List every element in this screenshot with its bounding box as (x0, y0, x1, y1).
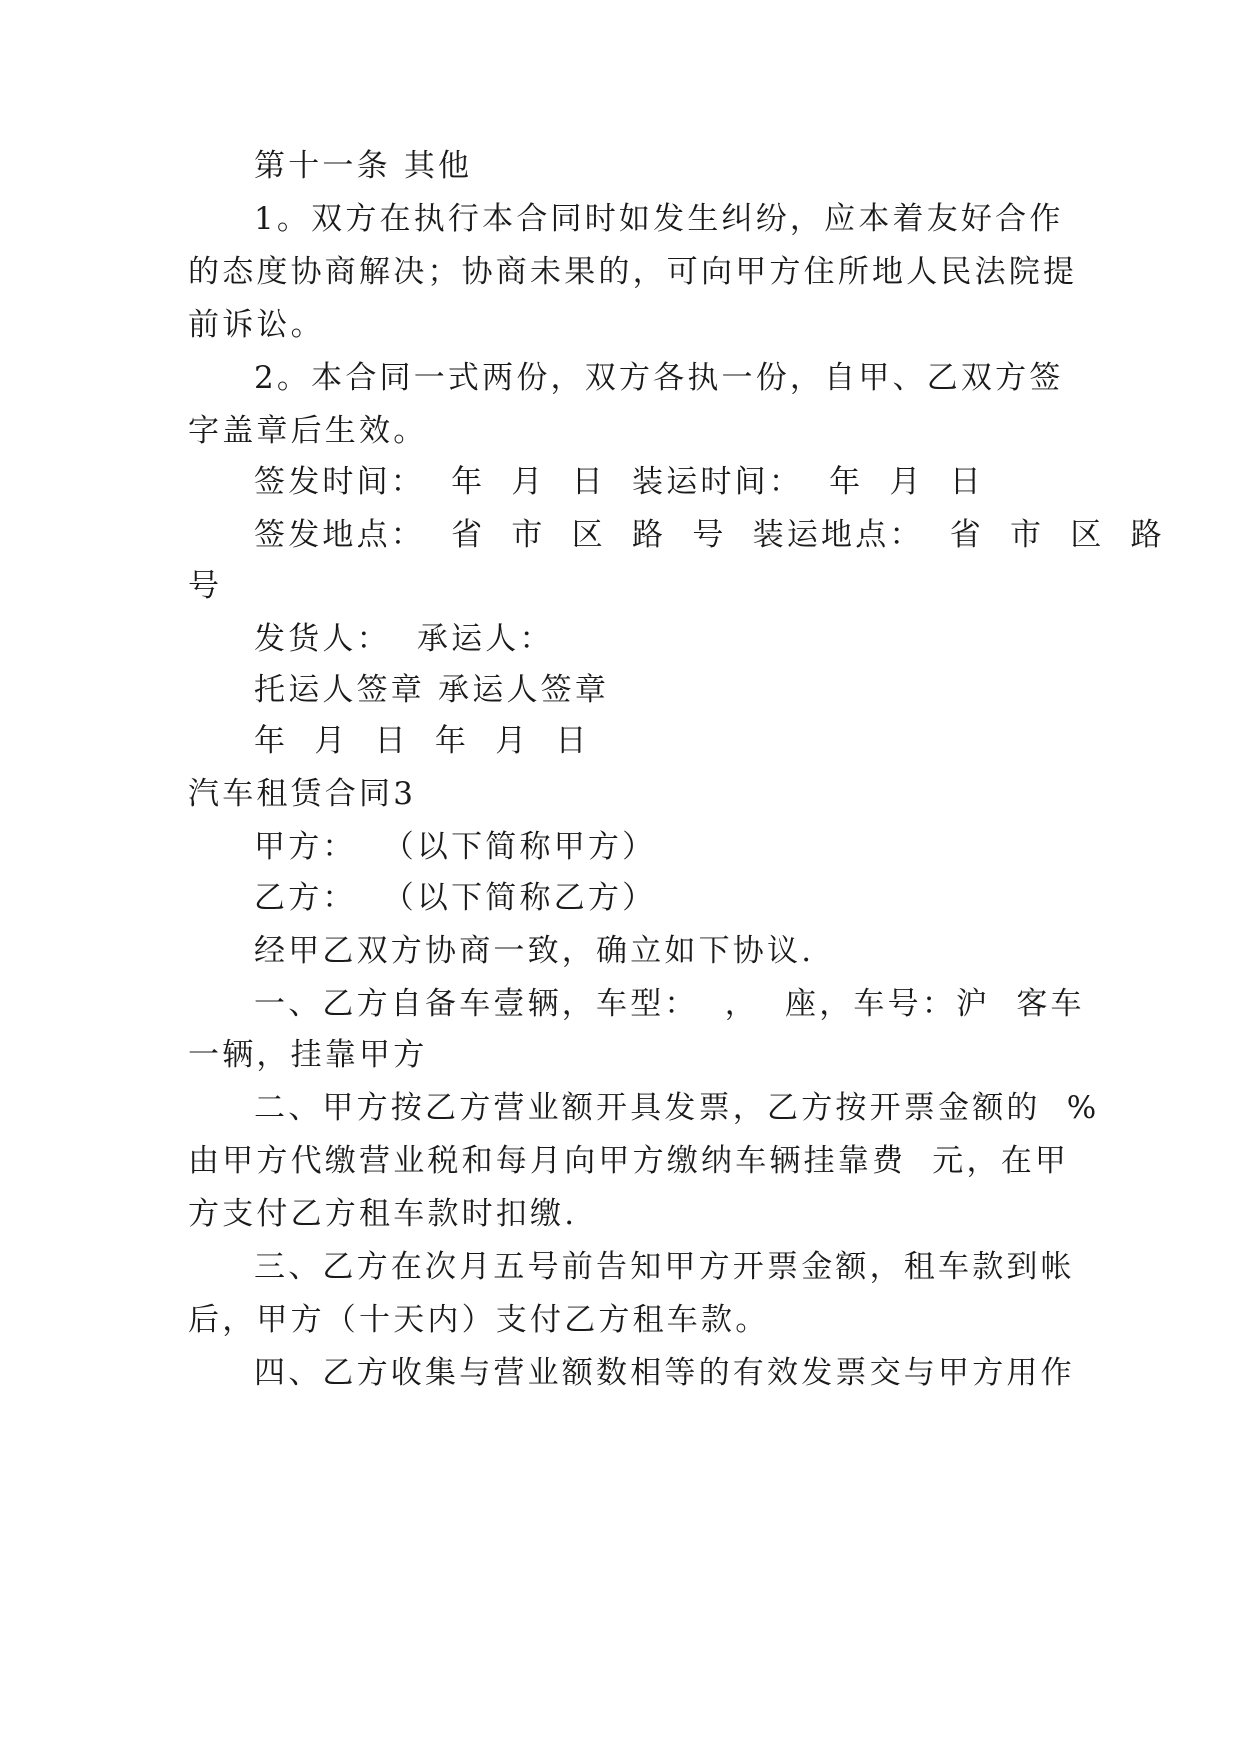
text-line: 由甲方代缴营业税和每月向甲方缴纳车辆挂靠费 元，在甲 (188, 1143, 1070, 1179)
text-line: 号 (188, 568, 223, 604)
section-heading: 第十一条 其他 (254, 148, 473, 184)
text-line: 发货人： 承运人： (254, 621, 554, 657)
text-line: 后，甲方（十天内）支付乙方租车款。 (188, 1302, 770, 1338)
text-line: 签发时间： 年 月 日 装运时间： 年 月 日 (254, 464, 984, 500)
text-line: 托运人签章 承运人签章 (254, 672, 610, 708)
text-line: 经甲乙双方协商一致，确立如下协议. (254, 933, 815, 969)
text-line: 前诉讼。 (188, 307, 325, 343)
text-line: 乙方： （以下简称乙方） (254, 880, 657, 916)
contract-title: 汽车租赁合同3 (188, 776, 417, 812)
text-line: 二、甲方按乙方营业额开具发票，乙方按开票金额的 % (254, 1090, 1100, 1126)
text-line: 2。本合同一式两份，双方各执一份，自甲、乙双方签 (254, 360, 1064, 396)
text-line: 甲方： （以下简称甲方） (254, 829, 657, 865)
text-line: 签发地点： 省 市 区 路 号 装运地点： 省 市 区 路 (254, 517, 1165, 553)
text-line: 年 月 日 年 月 日 (254, 723, 590, 759)
text-line: 四、乙方收集与营业额数相等的有效发票交与甲方用作 (254, 1355, 1075, 1391)
text-line: 三、乙方在次月五号前告知甲方开票金额，租车款到帐 (254, 1249, 1075, 1285)
text-line: 一、乙方自备车壹辆，车型： ， 座，车号：沪 客车 (254, 986, 1085, 1022)
text-line: 字盖章后生效。 (188, 413, 428, 449)
text-line: 方支付乙方租车款时扣缴. (188, 1196, 578, 1232)
text-line: 1。双方在执行本合同时如发生纠纷，应本着友好合作 (254, 201, 1064, 237)
text-line: 一辆，挂靠甲方 (188, 1037, 428, 1073)
text-line: 的态度协商解决；协商未果的，可向甲方住所地人民法院提 (188, 254, 1078, 290)
